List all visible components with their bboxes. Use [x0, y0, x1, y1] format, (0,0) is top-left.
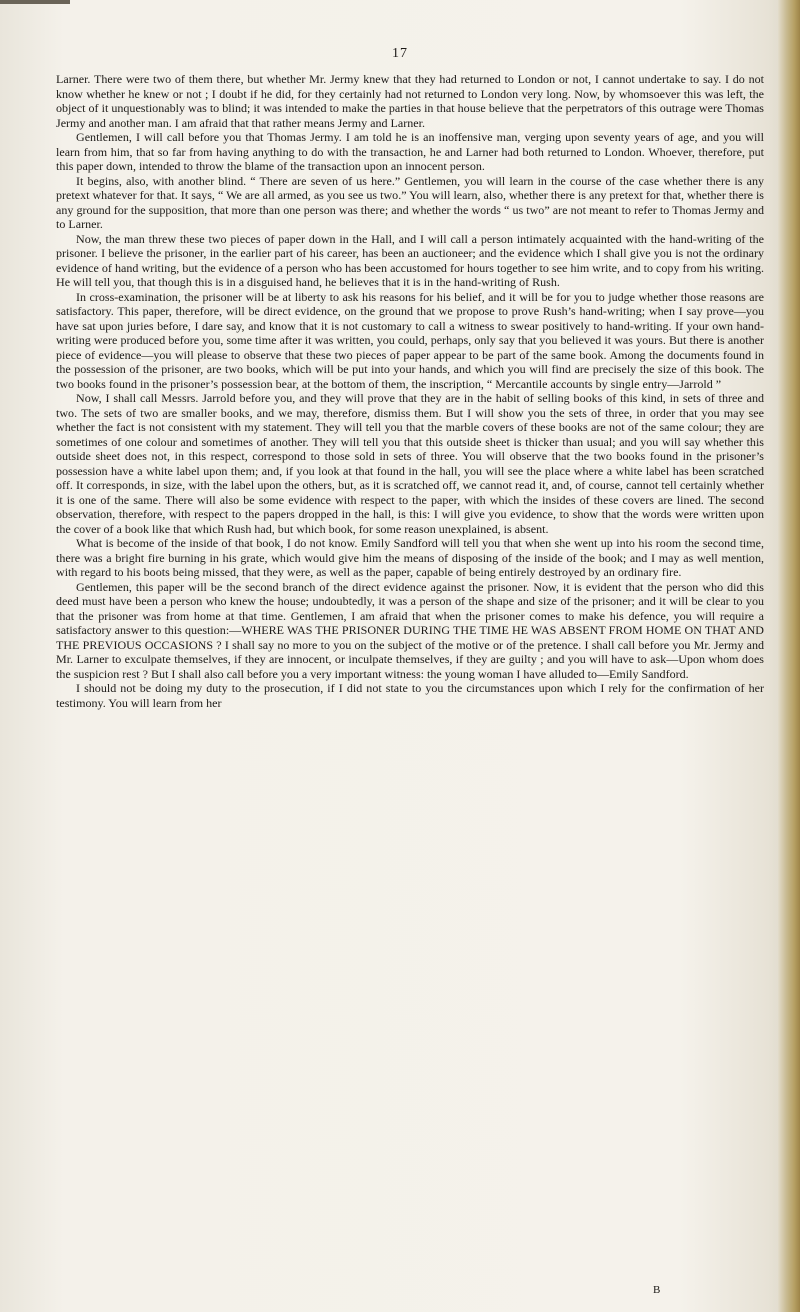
- paragraph-9: I should not be doing my duty to the prosecution, if I did not state to you the circumstances upon which I rely for the confirmation of her testimony. You will learn from her: [56, 681, 764, 710]
- paragraph-3: It begins, also, with another blind. “ There are seven of us here.” Gentlemen, you will learn in the course of the case whether there is any pretext whatever for that. It says, “ We are all armed, as you see us two.” You will learn, also, whether there is any pretext for that, whether there is any ground for the supposition, that more than one person was there; and whether the words “ us two” are not meant to refer to Thomas Jermy and to Larner.: [56, 173, 764, 231]
- paragraph-7: What is become of the inside of that book, I do not know. Emily Sandford will tell you that when she went up into his room the second time, there was a bright fire burning in his grate, which would give him the means of disposing of the inside of the book; and I may as well mention, with regard to his boots being missed, that they were, as well as the paper, capable of being entirely destroyed by an ordinary fire.: [56, 536, 764, 579]
- page-edge-shadow: [778, 0, 800, 1312]
- paragraph-8: Gentlemen, this paper will be the second branch of the direct evidence against the prisoner. Now, it is evident that the person who did this deed must have been a person who knew the house; undoubtedly, it was a person of the shape and size of the prisoner; and it will be clear to you that the prisoner was from home at that time. Gentlemen, I am afraid that when the prisoner comes to make his defence, you will require a satisfactory answer to this question:—WHERE WAS THE PRISONER DURING THE TIME HE WAS ABSENT FROM HOME ON THAT AND THE PREVIOUS OCCASIONS ? I shall say no more to you on the subject of the motive or of the pretence. I shall call before you Mr. Jermy and Mr. Larner to exculpate themselves, if they are innocent, or inculpate themselves, if they are guilty ; and you will have to ask—Upon whom does the suspicion rest ? But I shall also call before you a very important witness: the young woman I have alluded to—Emily Sandford.: [56, 579, 764, 681]
- paragraph-4: Now, the man threw these two pieces of paper down in the Hall, and I will call a person intimately acquainted with the hand-writing of the prisoner. I believe the prisoner, in the earlier part of his career, has been an auctioneer; and the evidence which I shall give you is not the ordinary evidence of hand writing, but the evidence of a person who has been accustomed for hours together to see him write, and to copy from his writing. He will tell you, that though this is in a disguised hand, he believes that it is in the hand-writing of Rush.: [56, 231, 764, 289]
- paragraph-6: Now, I shall call Messrs. Jarrold before you, and they will prove that they are in the habit of selling books of this kind, in sets of three and two. The sets of two are smaller books, and we may, therefore, dismiss them. But I will show you the sets of three, in order that you may see whether the fact is not consistent with my statement. They will tell you that the marble covers of these books are not of the same colour; they are sometimes of one colour and sometimes of another. They will tell you that this outside sheet is thicker than usual; and you will say whether this outside sheet does not, in this respect, correspond to those sold in sets of three. You will observe that the two books found in the prisoner’s possession have a white label upon them; and, if you look at that found in the hall, you will see the place where a white label has been scratched off. It corresponds, in size, with the label upon the others, but, as it is scratched off, we cannot read it, and, of course, cannot tell certainly whether it is one of the same. There will also be some evidence with respect to the paper, with which the insides of these covers are lined. The second observation, therefore, with respect to the papers dropped in the hall, is this: I will give you evidence, to show that the words were written upon the cover of a book like that which Rush had, but which book, for some reason unexplained, is absent.: [56, 391, 764, 536]
- body-text: [56, 72, 764, 710]
- paragraph-2: Gentlemen, I will call before you that Thomas Jermy. I am told he is an inoffensive man, verging upon seventy years of age, and you will learn from him, that so far from having anything to do with the transaction, he and Larner had both returned to London. Whoever, therefore, put this paper down, intended to throw the blame of the transaction upon an innocent person.: [56, 130, 764, 173]
- paragraph-5: In cross-examination, the prisoner will be at liberty to ask his reasons for his belief, and it will be for you to judge whether those reasons are satisfactory. This paper, therefore, will be direct evidence, on the ground that we propose to prove Rush’s hand-writing; when I say prove—you have sat upon juries before, I dare say, and know that it is not customary to call a witness to swear positively to hand-writing. If your own hand-writing were produced before you, some time after it was written, you could, perhaps, only say that you believed it was yours. But there is another piece of evidence—you will please to observe that these two pieces of paper appear to be part of the same book. Among the documents found in the possession of the prisoner, are two books, which will be put into your hands, and which you will find are precisely the size of this book. The two books found in the prisoner’s possession bear, at the bottom of them, the inscription, “ Mercantile accounts by single entry—Jarrold ”: [56, 289, 764, 391]
- scan-mark: [0, 0, 70, 4]
- signature-mark: B: [653, 1284, 661, 1296]
- paragraph-1: Larner. There were two of them there, but whether Mr. Jermy knew that they had returned to London or not, I cannot undertake to say. I do not know whether he knew or not ; I doubt if he did, for they certainly had not returned to London very long. Now, by whomsoever this was left, the object of it unquestionably was to blind; it was intended to make the parties in that house believe that the perpetrators of this outrage were Thomas Jermy and another man. I am afraid that that rather means Jermy and Larner.: [56, 72, 764, 130]
- page-number: 17: [392, 46, 408, 61]
